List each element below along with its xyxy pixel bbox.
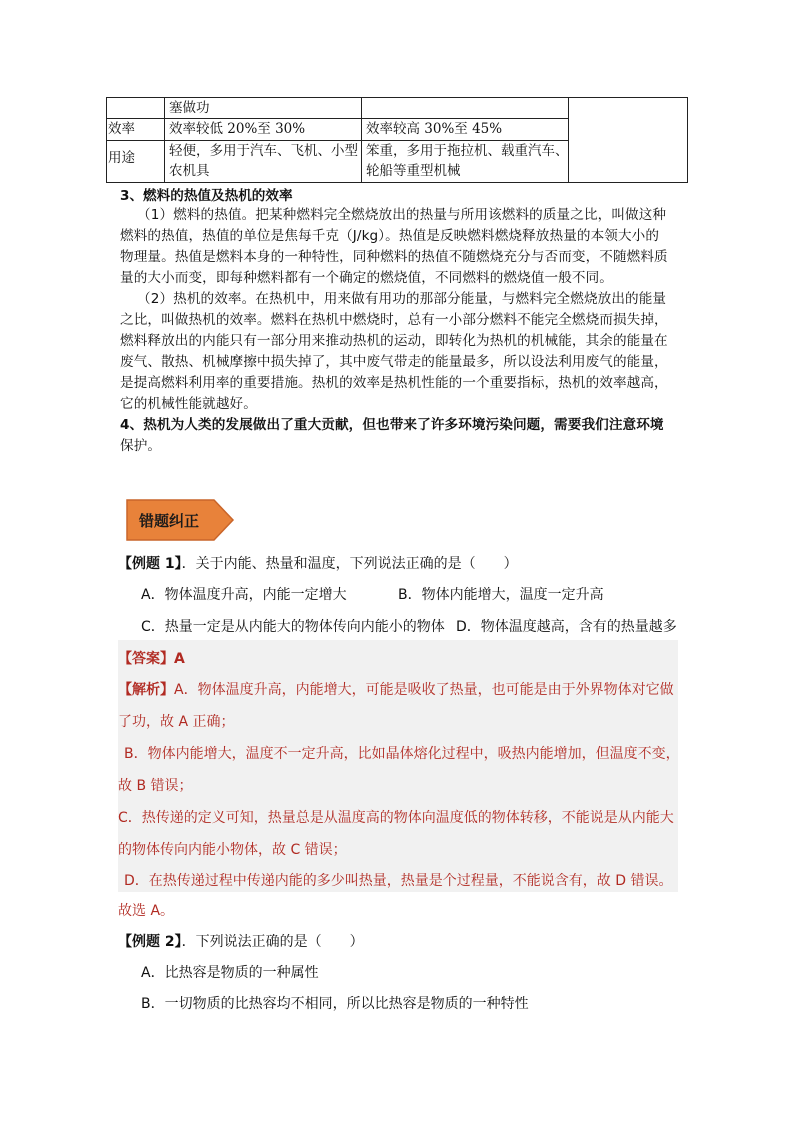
table-cell: 轻便，多用于汽车、飞机、小型 [169,143,358,159]
paragraph-line: 之比，叫做热机的效率。燃料在热机中燃烧时，总有一小部分燃料不能完全燃烧而损失掉， [120,312,668,328]
table-divider [568,98,569,182]
option-d: D．物体温度越高，含有的热量越多 [456,619,677,635]
section-banner [124,497,236,543]
paragraph-line: 它的机械性能就越好。 [120,396,257,412]
paragraph-line: 燃料的热值，热值的单位是焦每千克（J/kg）。热值是反映燃料燃烧释放热量的本领大小的 [120,228,660,244]
table-cell: 效率较低 20%至 30% [169,121,306,137]
option-a: A．比热容是物质的一种属性 [141,965,319,981]
analysis-line: B．物体内能增大，温度不一定升高，比如晶体熔化过程中，吸热内能增加，但温度不变， [124,746,680,762]
table-cell: 农机具 [169,163,210,179]
conclusion: 故选 A。 [118,903,175,919]
paragraph-line: 物理量。热值是燃料本身的一种特性，同种燃料的热值不随燃烧充分与否而变，不随燃料质 [120,249,668,265]
table-cell: 轮船等重型机械 [366,163,461,179]
analysis-line: 故 B 错误； [118,778,193,794]
analysis-text: A．物体温度升高，内能增大，可能是吸收了热量，也可能是由于外界物体对它做 [174,682,674,698]
example-tag: 【例题 2】 [118,934,182,950]
analysis-line [118,679,674,699]
question-text: ．下列说法正确的是（ ） [181,934,364,950]
paragraph-line: 4、热机为人类的发展做出了重大贡献，但也带来了许多环境污染问题，需要我们注意环境 [120,417,664,433]
table-cell: 笨重，多用于拖拉机、载重汽车、 [366,143,569,159]
answer-label: 【答案】 [118,651,174,667]
example-question [118,931,364,951]
answer-line [118,648,185,668]
paragraph-line: 量的大小而变，即每种燃料都有一个确定的燃烧值，不同燃料的燃烧值一般不同。 [120,270,613,286]
table-row-label: 效率 [108,121,135,137]
paragraph-line: （2）热机的效率。在热机中，用来做有用功的那部分能量，与燃料完全燃烧放出的能量 [137,291,667,307]
option-b: B．一切物质的比热容均不相同，所以比热容是物质的一种特性 [141,996,529,1012]
banner-label: 错题纠正 [139,512,200,530]
table-row-label: 用途 [108,150,135,166]
section-heading: 3、燃料的热值及热机的效率 [120,188,293,204]
paragraph-line: 燃料释放出的内能只有一部分用来推动热机的运动，即转化为热机的机械能，其余的能量在 [120,333,668,349]
option-b: B．物体内能增大，温度一定升高 [398,587,604,603]
analysis-line: 了功，故 A 正确； [118,714,235,730]
table-cell: 效率较高 30%至 45% [366,121,503,137]
example-question [118,553,518,573]
paragraph-line: （1）燃料的热值。把某种燃料完全燃烧放出的热量与所用该燃料的质量之比，叫做这种 [137,207,667,223]
paragraph-line: 是提高燃料利用率的重要措施。热机的效率是热机性能的一个重要指标，热机的效率越高， [120,375,668,391]
example-tag: 【例题 1】 [118,556,182,572]
analysis-line: D．在热传递过程中传递内能的多少叫热量，热量是个过程量，不能说含有，故 D 错误。 [124,873,673,889]
answer-value: A [174,651,185,667]
option-c: C．热量一定是从内能大的物体传向内能小的物体 [141,619,445,635]
question-text: ．关于内能、热量和温度，下列说法正确的是（ ） [181,556,518,572]
analysis-line: C．热传递的定义可知，热量总是从温度高的物体向温度低的物体转移，不能说是从内能大 [118,810,674,826]
paragraph-line: 废气、散热、机械摩擦中损失掉了，其中废气带走的能量最多，所以设法利用废气的能量， [120,354,668,370]
paragraph-line: 保护。 [120,438,162,454]
analysis-line: 的物体传向内能小物体，故 C 错误； [118,842,347,858]
option-a: A．物体温度升高，内能一定增大 [141,587,347,603]
comparison-table [106,97,688,183]
table-cell: 塞做功 [169,100,210,116]
analysis-label: 【解析】 [118,682,174,698]
